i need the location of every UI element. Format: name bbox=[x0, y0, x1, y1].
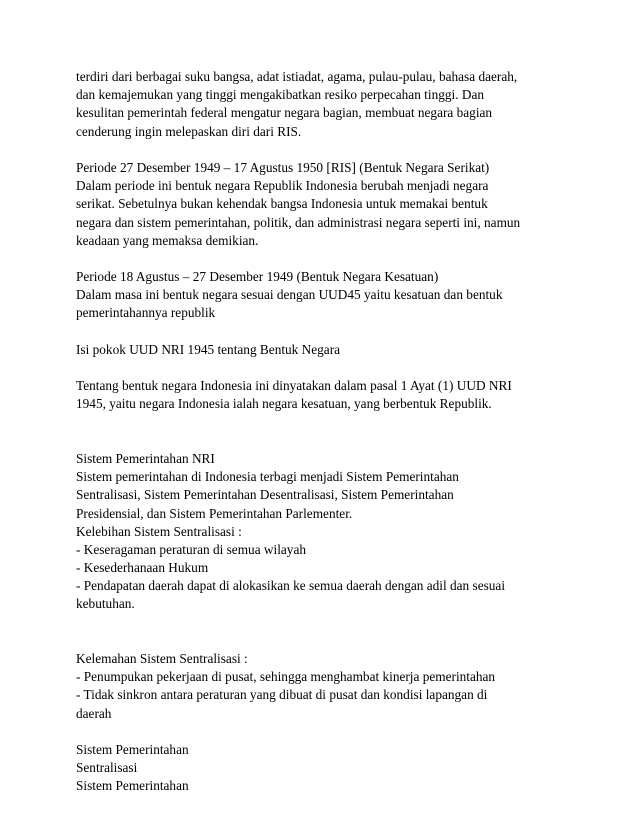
paragraph-sistem-list bbox=[76, 741, 576, 796]
section-heading: Periode 27 Desember 1949 – 17 Agustus 1950 [RIS] (Bentuk Negara Serikat) bbox=[76, 159, 490, 175]
list-item: - Keseragaman peraturan di semua wilayah bbox=[76, 541, 307, 557]
text-line: Sentralisasi bbox=[76, 760, 138, 776]
text-line: Dalam masa ini bentuk negara sesuai dengan UUD45 yaitu kesatuan dan bentuk bbox=[76, 287, 503, 303]
list-item: - Tidak sinkron antara peraturan yang dibuat di pusat dan kondisi lapangan di bbox=[76, 687, 488, 703]
paragraph-sistem-pemerintahan bbox=[76, 450, 576, 614]
text-line: terdiri dari berbagai suku bangsa, adat istiadat, agama, pulau-pulau, bahasa daerah, bbox=[76, 69, 518, 84]
text-line: Sistem pemerintahan di Indonesia terbagi menjadi Sistem Pemerintahan bbox=[76, 469, 459, 485]
paragraph-gap bbox=[76, 359, 576, 377]
text-line: dan kemajemukan yang tinggi mengakibatkan resiko perpecahan tinggi. Dan bbox=[76, 87, 485, 103]
text-line: Sentralisasi, Sistem Pemerintahan Desentralisasi, Sistem Pemerintahan bbox=[76, 487, 454, 503]
text-line: kebutuhan. bbox=[76, 596, 135, 612]
section-heading: Isi pokok UUD NRI 1945 tentang Bentuk Negara bbox=[76, 341, 341, 357]
paragraph-gap bbox=[76, 414, 576, 450]
text-line: negara dan sistem pemerintahan, politik, dan administrasi negara seperti ini, namun bbox=[76, 214, 521, 230]
text-line: pemerintahannya republik bbox=[76, 305, 216, 321]
paragraph-kelemahan bbox=[76, 650, 576, 723]
paragraph-periode-ris bbox=[76, 159, 576, 250]
subheading: Kelebihan Sistem Sentralisasi : bbox=[76, 523, 242, 539]
paragraph-gap bbox=[76, 723, 576, 741]
section-heading: Periode 18 Agustus – 27 Desember 1949 (Bentuk Negara Kesatuan) bbox=[76, 269, 439, 285]
list-item: - Penumpukan pekerjaan di pusat, sehingga menghambat kinerja pemerintahan bbox=[76, 669, 496, 685]
text-line: Sistem Pemerintahan bbox=[76, 778, 189, 794]
text-line: Sistem Pemerintahan bbox=[76, 741, 189, 757]
text-line: kesulitan pemerintah federal mengatur negara bagian, membuat negara bagian bbox=[76, 105, 493, 121]
text-line: Presidensial, dan Sistem Pemerintahan Parlementer. bbox=[76, 505, 353, 521]
subheading: Kelemahan Sistem Sentralisasi : bbox=[76, 651, 248, 667]
paragraph-periode-kesatuan bbox=[76, 268, 576, 323]
document-page bbox=[76, 68, 576, 796]
paragraph-gap bbox=[76, 250, 576, 268]
list-item: - Kesederhanaan Hukum bbox=[76, 560, 209, 576]
paragraph-gap bbox=[76, 614, 576, 650]
paragraph-isi-pokok bbox=[76, 341, 576, 359]
text-line: Tentang bentuk negara Indonesia ini dinyatakan dalam pasal 1 Ayat (1) UUD NRI bbox=[76, 378, 512, 394]
text-line: daerah bbox=[76, 705, 112, 721]
section-heading: Sistem Pemerintahan NRI bbox=[76, 450, 215, 466]
text-line: Dalam periode ini bentuk negara Republik Indonesia berubah menjadi negara bbox=[76, 178, 489, 194]
paragraph-gap bbox=[76, 141, 576, 159]
text-line: 1945, yaitu negara Indonesia ialah negara kesatuan, yang berbentuk Republik. bbox=[76, 396, 492, 412]
list-item: - Pendapatan daerah dapat di alokasikan ke semua daerah dengan adil dan sesuai bbox=[76, 578, 506, 594]
text-line: cenderung ingin melepaskan diri dari RIS. bbox=[76, 123, 302, 139]
paragraph-gap bbox=[76, 323, 576, 341]
paragraph-pasal-1 bbox=[76, 377, 576, 413]
text-line: keadaan yang memaksa demikian. bbox=[76, 232, 259, 248]
paragraph-ris-federal bbox=[76, 68, 576, 141]
text-line: serikat. Sebetulnya bukan kehendak bangsa Indonesia untuk memakai bentuk bbox=[76, 196, 488, 212]
